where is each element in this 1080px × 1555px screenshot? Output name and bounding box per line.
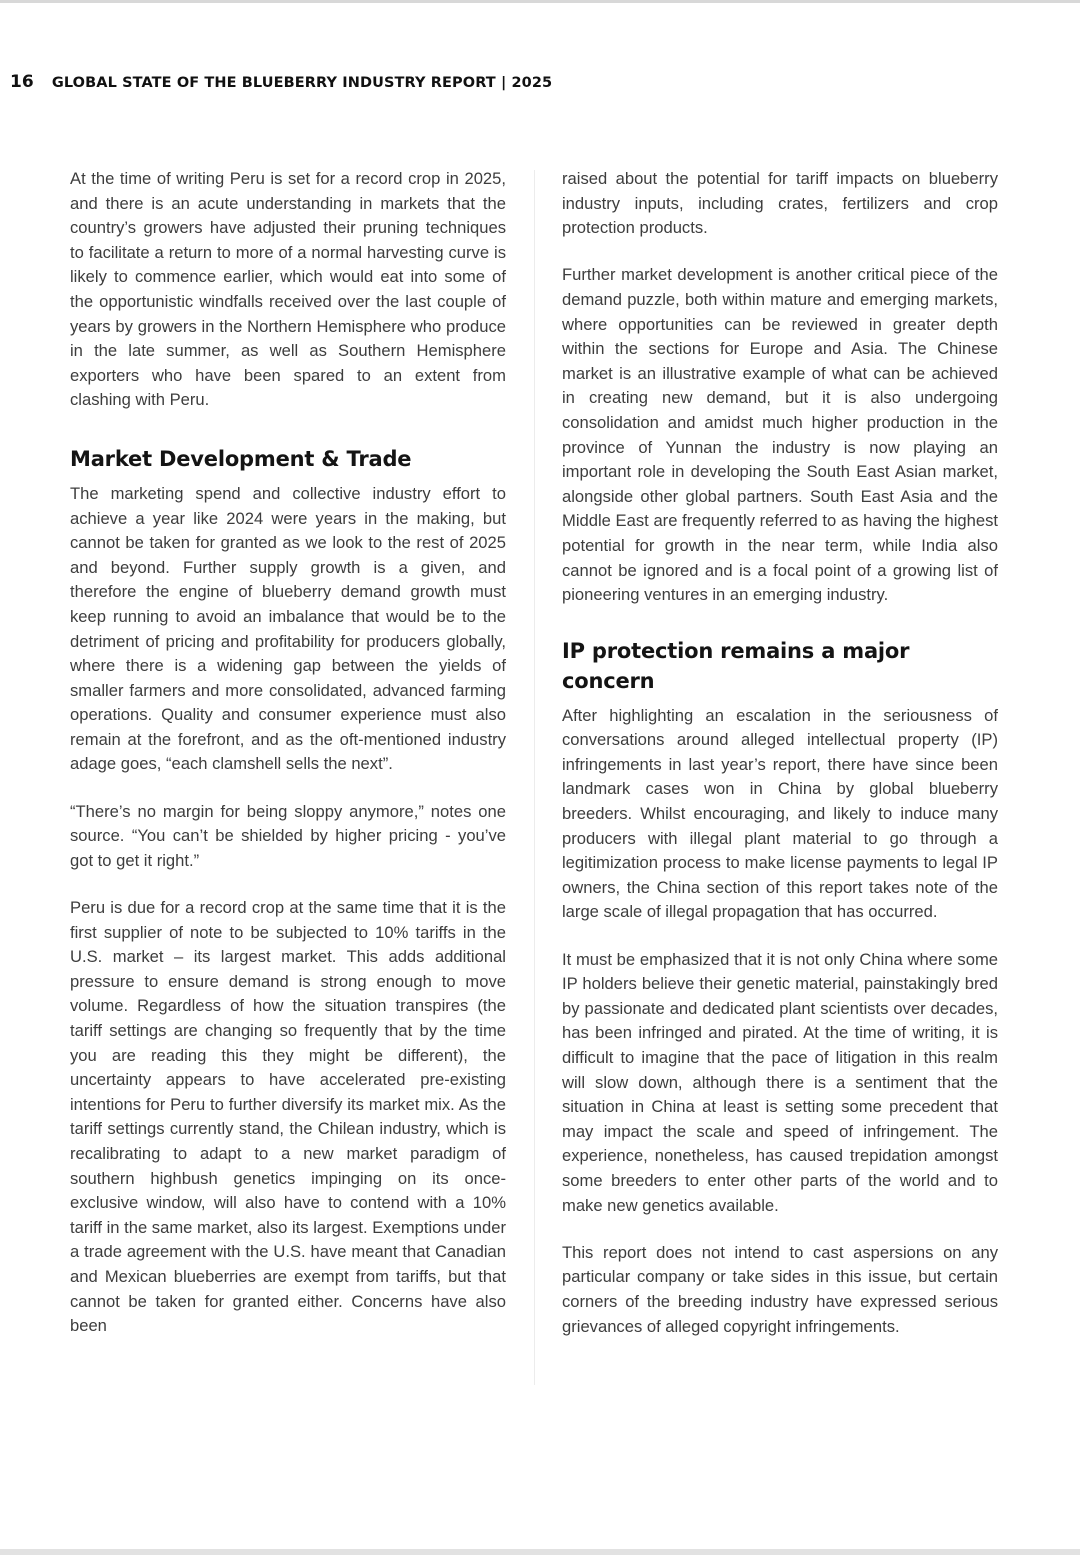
column-divider	[534, 170, 535, 1385]
right-column	[562, 167, 998, 1362]
paragraph-ip-infringements: After highlighting an escalation in the seriousness of conversations around alleged intellectual property (IP) infringements in last year’s report, there have since been landmark cases won in China by global blueberry breeders. Whilst encouraging, and likely to induce many producers with illegal plant material to go through a legitimization process to make license payments to legal IP owners, the China section of this report takes note of the large scale of illegal propagation that has occurred.	[562, 705, 998, 922]
paragraph-peru-record-crop: At the time of writing Peru is set for a record crop in 2025, and there is an acute understanding in markets that the country’s growers have adjusted their pruning techniques to facilitate a return to more of a normal harvesting curve is likely to commence earlier, which would eat into some of the opportunistic windfalls received over the last couple of years by growers in the Northern Hemisphere who produce in the late summer, as well as Southern Hemisphere exporters who have been spared to an extent from clashing with Peru.	[70, 169, 506, 410]
section-heading-ip-protection: IP protection remains a major concern	[562, 638, 910, 693]
page-number: 16	[10, 72, 34, 92]
paragraph-quote-no-margin: “There’s no margin for being sloppy anymore,” notes one source. “You can’t be shielded by higher pricing - you’ve got to get it right.”	[70, 801, 506, 870]
paragraph-report-disclaimer: This report does not intend to cast aspersions on any particular company or take sides in this issue, but certain corners of the breeding industry have expressed serious grievances of alleged copyright infringements.	[562, 1242, 998, 1336]
left-column	[70, 167, 506, 1361]
section-heading-market-development: Market Development & Trade	[70, 446, 412, 471]
paragraph-tariff-inputs: raised about the potential for tariff impacts on blueberry industry inputs, including crates, fertilizers and crop protection products.	[562, 169, 998, 238]
paragraph-peru-tariffs: Peru is due for a record crop at the same time that it is the first supplier of note to be subjected to 10% tariffs in the U.S. market – its largest market. This adds additional pressure to ensure demand is strong enough to move volume. Regardless of how the situation transpires (the tariff settings are changing so frequently that by the time you are reading this they might be different), the uncertainty appears to have accelerated pre-existing intentions for Peru to further diversify its market mix. As the tariff settings currently stand, the Chilean industry, which is recalibrating to adapt to a new market paradigm of southern highbush genetics impinging on its once-exclusive window, will also have to contend with a 10% tariff in the same market, also its largest. Exemptions under a trade agreement with the U.S. have meant that Canadian and Mexican blueberries are exempt from tariffs, but that cannot be taken for granted either. Concerns have also been	[70, 898, 506, 1336]
paragraph-marketing-spend: The marketing spend and collective industry effort to achieve a year like 2024 were years in the making, but cannot be taken for granted as we look to the rest of 2025 and beyond. Further supply growth is a given, and therefore the engine of blueberry demand growth must keep running to avoid an imbalance that would be to the detriment of pricing and profitability for producers globally, where there is a widening gap between the yields of smaller farmers and more consolidated, advanced farming operations. Quality and consumer experience must also remain at the forefront, and as the oft-mentioned industry adage goes, “each clamshell sells the next”.	[70, 483, 506, 774]
page-header	[10, 72, 552, 96]
paragraph-not-only-china: It must be emphasized that it is not only China where some IP holders believe their genetic material, painstakingly bred by passionate and dedicated plant scientists over decades, has been infringed and pirated. At the time of writing, it is difficult to imagine that the pace of litigation in this realm will slow down, although there is a sentiment that the situation in China at least is setting some precedent that may impact the scale and speed of infringement. The experience, nonetheless, has caused trepidation amongst some breeders to enter other parts of the world and to make new genetics available.	[562, 949, 998, 1215]
paragraph-market-development: Further market development is another critical piece of the demand puzzle, both within mature and emerging markets, where opportunities can be reviewed in greater depth within the sections for Europe and Asia. The Chinese market is an illustrative example of what can be achieved in creating new demand, but it is also undergoing consolidation and amidst much higher production in the province of Yunnan the industry is now playing an important role in developing the South East Asian market, alongside other global partners. South East Asia and the Middle East are frequently referred to as having the highest potential for growth in the near term, while India also cannot be ignored and is a focal point of a growing list of pioneering ventures in an emerging industry.	[562, 265, 998, 605]
top-edge-rule	[0, 0, 1080, 3]
report-title: GLOBAL STATE OF THE BLUEBERRY INDUSTRY REPORT | 2025	[51, 75, 553, 91]
bottom-edge-rule	[0, 1549, 1080, 1555]
